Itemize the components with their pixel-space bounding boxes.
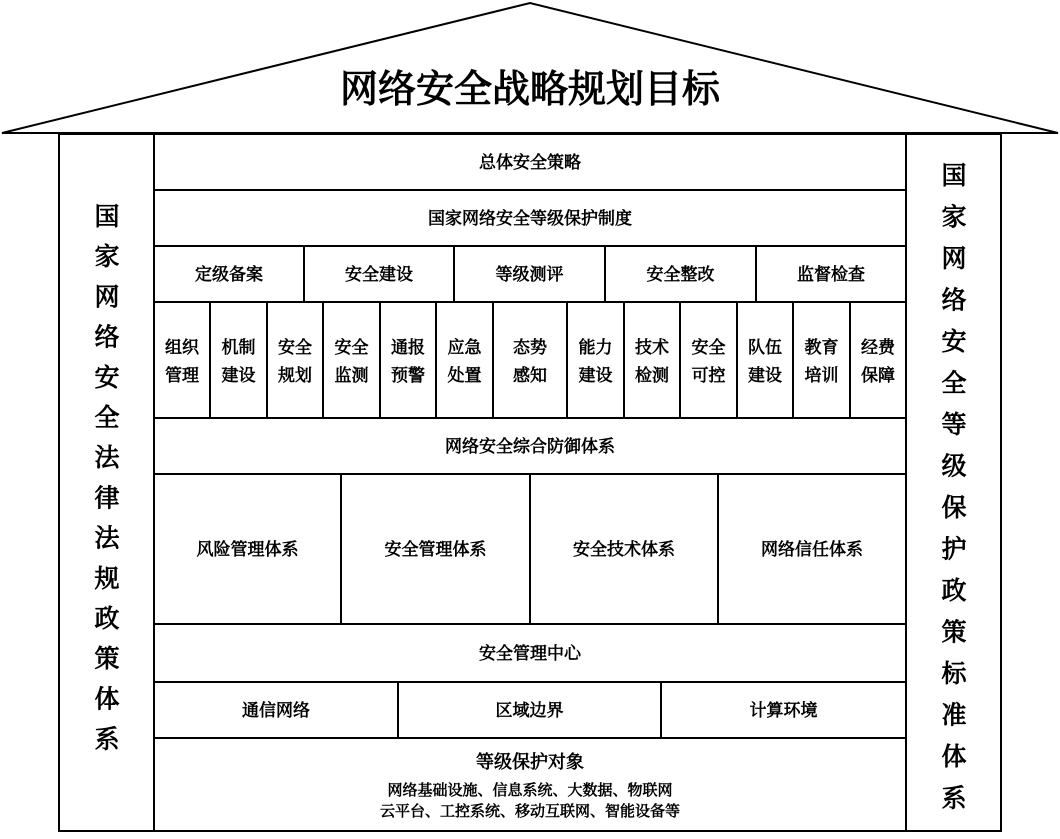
measure-label-top: 应急 <box>447 338 482 358</box>
measure-label-top: 能力 <box>578 338 613 358</box>
measure-label-bottom: 保障 <box>861 366 895 386</box>
objects-line-2: 云平台、工控系统、移动互联网、智能设备等 <box>379 802 681 820</box>
measure-label-top: 机制 <box>221 338 256 358</box>
measure-label-top: 通报 <box>391 338 425 358</box>
measure-label-top: 教育 <box>804 338 839 358</box>
measure-cell <box>436 302 493 418</box>
row-strategy-label: 总体安全策略 <box>479 153 581 173</box>
infrastructure-label: 区域边界 <box>495 701 564 721</box>
measure-label-bottom: 预警 <box>391 366 425 386</box>
roof-title: 网络安全战略规划目标 <box>339 67 721 111</box>
measure-label-bottom: 培训 <box>804 366 839 386</box>
grade-step-label: 等级测评 <box>495 265 564 285</box>
measure-label-top: 安全 <box>691 338 726 358</box>
measure-cell <box>624 302 680 418</box>
measure-label-bottom: 检测 <box>635 366 669 386</box>
measure-label-bottom: 建设 <box>578 366 613 386</box>
measure-label-top: 技术 <box>635 338 669 358</box>
left-pillar <box>59 134 154 831</box>
measure-cell <box>154 302 210 418</box>
measure-label-bottom: 规划 <box>278 366 312 386</box>
row-strategy <box>154 134 906 190</box>
left-pillar-label: 国家网络安全法律法规政策体系 <box>94 202 120 754</box>
grade-step-label: 监督检查 <box>797 265 865 285</box>
measure-label-top: 经费 <box>861 338 895 358</box>
row-defense-systems <box>154 474 906 624</box>
row-defense-label: 网络安全综合防御体系 <box>445 437 615 457</box>
row-grade-steps <box>154 246 906 302</box>
measure-cell <box>737 302 793 418</box>
right-pillar-label: 国家网络安全等级保护政策标准体系 <box>941 161 967 813</box>
row-grade-protection-label: 国家网络安全等级保护制度 <box>428 209 632 229</box>
measure-label-bottom: 监测 <box>334 366 369 386</box>
measure-label-top: 安全 <box>334 338 369 358</box>
measure-label-bottom: 建设 <box>748 366 782 386</box>
measure-cell <box>793 302 850 418</box>
roof <box>2 3 1058 133</box>
defense-system-label: 网络信任体系 <box>761 540 863 560</box>
row-mgmt-center-label: 安全管理中心 <box>479 644 581 664</box>
measure-label-bottom: 建设 <box>221 366 256 386</box>
row-defense <box>154 418 906 474</box>
row-measures <box>154 302 906 418</box>
row-infrastructure <box>154 682 906 738</box>
measure-label-top: 组织 <box>165 338 199 358</box>
grade-step-label: 安全整改 <box>646 265 715 285</box>
defense-system-label: 风险管理体系 <box>196 540 299 560</box>
measure-label-bottom: 处置 <box>447 366 482 386</box>
row-grade-protection <box>154 190 906 246</box>
measure-cell <box>850 302 906 418</box>
measure-label-top: 安全 <box>278 338 312 358</box>
measure-cell <box>210 302 267 418</box>
objects-line-1: 网络基础设施、信息系统、大数据、物联网 <box>387 781 673 799</box>
measure-label-bottom: 感知 <box>513 366 547 386</box>
row-objects <box>154 738 906 831</box>
measure-cell <box>567 302 624 418</box>
objects-title: 等级保护对象 <box>476 752 584 773</box>
measure-label-top: 队伍 <box>748 338 782 358</box>
row-mgmt-center <box>154 624 906 682</box>
grade-step-label: 定级备案 <box>195 265 263 285</box>
defense-system-label: 安全管理体系 <box>384 540 487 560</box>
measure-cell <box>380 302 436 418</box>
measure-cell <box>267 302 323 418</box>
infrastructure-label: 通信网络 <box>242 701 310 721</box>
measure-cell <box>680 302 737 418</box>
right-pillar <box>906 134 1001 831</box>
measure-cell <box>493 302 567 418</box>
measure-label-top: 态势 <box>513 338 547 358</box>
defense-system-label: 安全技术体系 <box>573 540 675 560</box>
measure-label-bottom: 管理 <box>165 366 199 386</box>
measure-cell <box>323 302 380 418</box>
grade-step-label: 安全建设 <box>345 265 413 285</box>
measure-label-bottom: 可控 <box>691 366 726 386</box>
infrastructure-label: 计算环境 <box>749 701 818 721</box>
